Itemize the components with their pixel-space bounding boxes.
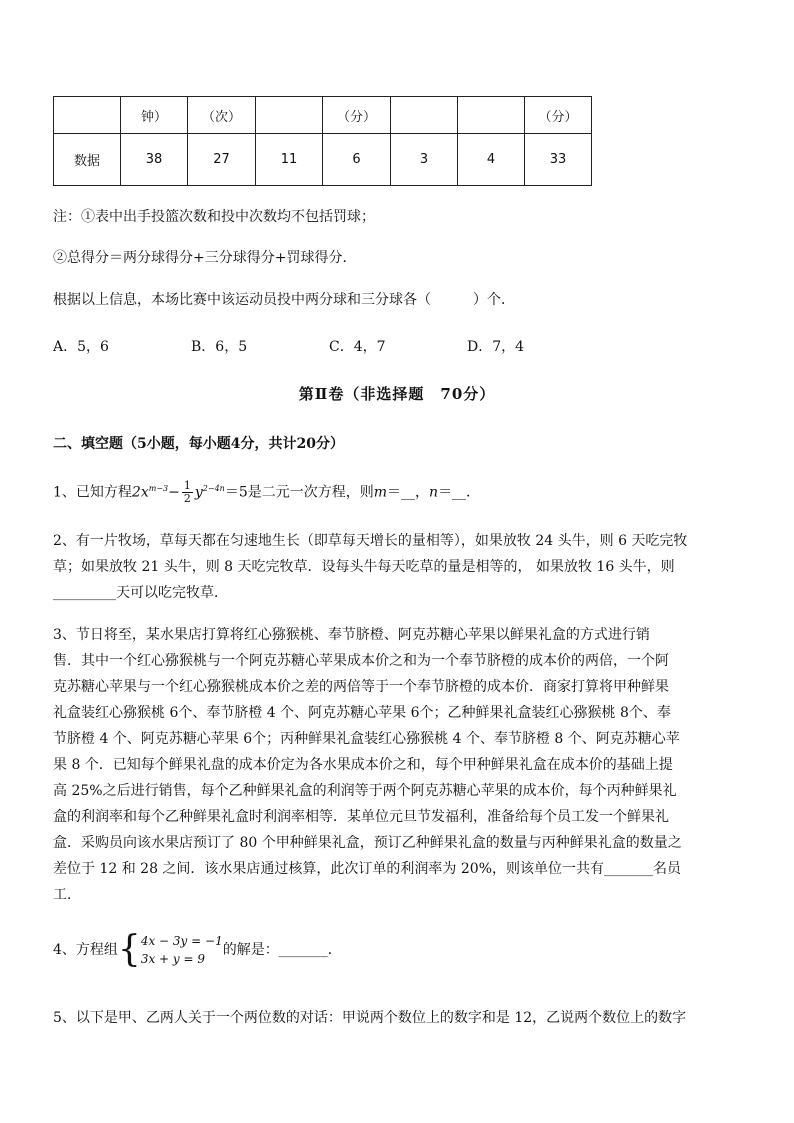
table-cell: 数据	[54, 134, 121, 186]
q4-eq2: 3x + y = 9	[140, 952, 206, 966]
q1-exp1: m−3	[148, 484, 169, 493]
option-c: C．4，7	[329, 339, 386, 355]
q1-eq: ＝5	[224, 484, 248, 501]
q3-line: 礼盒装红心猕猴桃 6个、奉节脐橙 4 个、阿克苏糖心苹果 6个；乙种鲜果礼盒装红心猕猴桃 8个、奉	[53, 705, 671, 721]
q1-n-blank: ＝__．	[438, 484, 481, 501]
q2-line: 草；如果放牧 21 头牛，则 8 天吃完牧草．设每头牛每天吃草的量是相等的， 如果放牧 16 头牛，则	[53, 559, 675, 575]
table-cell: 4	[458, 134, 525, 186]
q1-minus: −	[168, 484, 180, 501]
q1-m-label: m	[373, 484, 388, 501]
q5-line: 5、以下是甲、乙两人关于一个两位数的对话：甲说两个数位上的数字和是 12，乙说两个数位上的数字	[53, 1010, 687, 1026]
q4-eq1: 4x − 3y = −1	[140, 934, 223, 948]
option-b: B．6，5	[191, 339, 248, 355]
q3-line: 果 8 个．已知每个鲜果礼盘的成本价定为各水果成本价之和，每个甲种鲜果礼盒在成本价的基础上提	[53, 757, 673, 773]
q1-term2: y	[194, 484, 203, 501]
question-5	[53, 1005, 743, 1031]
q2-line: _________天可以吃完牧草．	[53, 585, 228, 601]
q2-line: 2、有一片牧场，草每天都在匀速地生长（即草每天增长的量相等），如果放牧 24 头牛，则 6 天吃完牧	[53, 533, 688, 549]
table-cell	[256, 97, 323, 134]
question-text: 根据以上信息，本场比赛中该运动员投中两分球和三分球各（ ）个．	[53, 292, 515, 308]
q3-line: 克苏糖心苹果与一个红心猕猴桃成本价之差的两倍等于一个奉节脐橙的成本价．商家打算将甲种鲜果	[53, 679, 669, 695]
table-row	[54, 134, 592, 186]
note-2: ②总得分＝两分球得分+三分球得分+罚球得分．	[53, 250, 357, 266]
q3-line: 售．其中一个红心猕猴桃与一个阿克苏糖心苹果成本价之和为一个奉节脐橙的成本价的两倍，一个阿	[53, 653, 669, 669]
q3-line: 3、节日将至，某水果店打算将红心猕猴桃、奉节脐橙、阿克苏糖心苹果以鲜果礼盒的方式进行销	[53, 627, 650, 643]
q4-brace: {	[117, 929, 141, 970]
table-cell: 38	[121, 134, 188, 186]
table-cell: （分）	[323, 97, 391, 134]
q1-term1: 2x	[131, 484, 149, 501]
option-d: D．7，4	[467, 339, 525, 355]
q4-suffix: 的解是：_______．	[222, 942, 342, 958]
q3-line: 工．	[53, 887, 81, 903]
q4-prefix: 4、方程组	[53, 942, 118, 958]
table-cell: 钟）	[121, 97, 188, 134]
table-cell: 6	[323, 134, 391, 186]
option-a: A．5，6	[53, 339, 109, 355]
question-2	[53, 528, 743, 606]
question-1	[53, 476, 743, 506]
table-header-row	[54, 97, 592, 134]
table-cell: （分）	[525, 97, 592, 134]
q1-suffix: 是二元一次方程，则	[247, 484, 374, 501]
q1-fraction	[182, 480, 193, 505]
table-cell	[391, 97, 458, 134]
table-cell: 27	[188, 134, 256, 186]
q1-m-blank: ＝__，	[387, 484, 430, 501]
table-cell	[54, 97, 121, 134]
q3-line: 差位于 12 和 28 之间．该水果店通过核算，此次订单的利润率为 20%，则该单位一共有_______名员	[53, 861, 681, 877]
q3-line: 盒．采购员向该水果店预订了 80 个甲种鲜果礼盒，预订乙种鲜果礼盒的数量与丙种鲜果礼盒的数量之	[53, 835, 682, 851]
q1-exp2: 2−4n	[202, 484, 225, 493]
table-cell: 33	[525, 134, 592, 186]
q1-frac-num: 1	[183, 479, 191, 493]
q1-prefix: 1、已知方程	[53, 484, 132, 501]
q3-line: 节脐橙 4 个、阿克苏糖心苹果 6个；丙种鲜果礼盒装红心猕猴桃 4 个、奉节脐橙 8 个、阿克苏糖心苹	[53, 731, 680, 747]
table-cell	[458, 97, 525, 134]
data-table	[53, 96, 592, 186]
table-cell: 11	[256, 134, 323, 186]
table-cell: （次）	[188, 97, 256, 134]
q1-frac-den: 2	[183, 492, 191, 506]
note-1: 注：①表中出手投篮次数和投中次数均不包括罚球；	[53, 209, 375, 225]
section-title: 二、填空题（5小题，每小题4分，共计20分）	[53, 436, 344, 452]
q4-system	[141, 932, 223, 968]
question-4	[53, 929, 743, 970]
q3-line: 高 25%之后进行销售，每个乙种鲜果礼盒的利润等于两个阿克苏糖心苹果的成本价，每个丙种鲜果礼	[53, 783, 677, 799]
q1-n-label: n	[429, 484, 439, 501]
question-3	[53, 622, 743, 908]
q3-line: 盒的利润率和每个乙种鲜果礼盒时利润率相等．某单位元旦节发福利，准备给每个员工发一个鲜果礼	[53, 809, 669, 825]
table-cell: 3	[391, 134, 458, 186]
part-title: 第Ⅱ卷（非选择题 70分）	[298, 385, 496, 403]
